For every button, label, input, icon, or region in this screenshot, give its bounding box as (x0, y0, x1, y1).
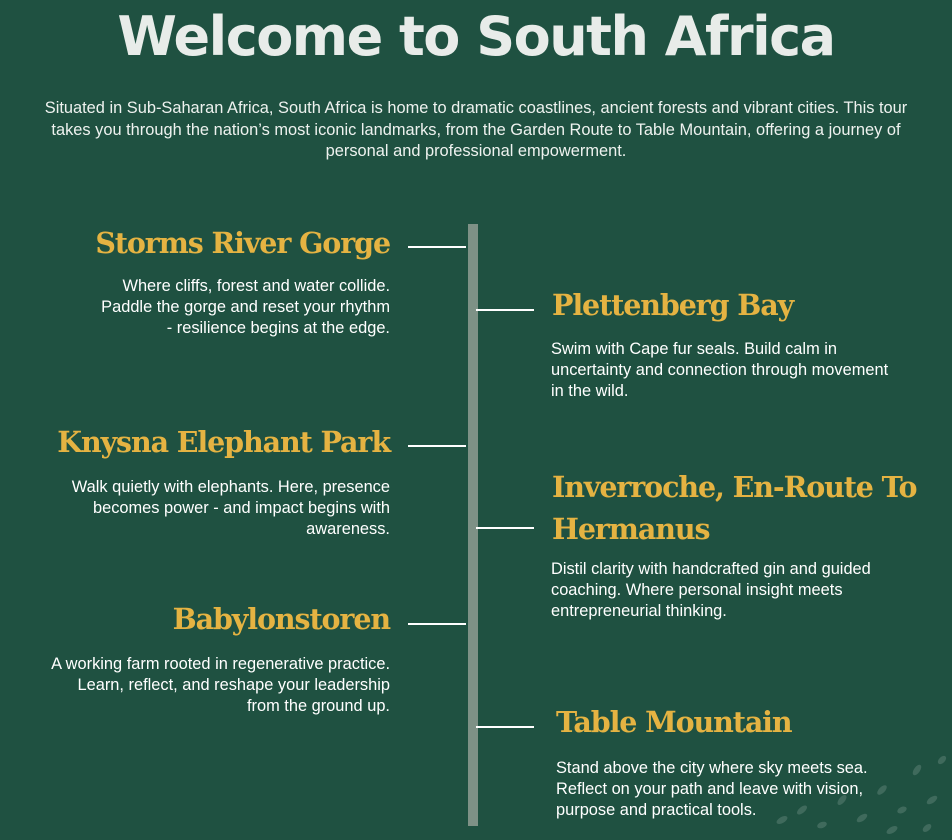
stop-description: A working farm rooted in regenerative practice. Learn, reflect, and reshape your leadership from the ground up. (51, 655, 390, 715)
stop-description: Stand above the city where sky meets sea. Reflect on your path and leave with vision, purpose and practical tools. (556, 759, 868, 819)
stop-description: Swim with Cape fur seals. Build calm in uncertainty and connection through movement in the wild. (551, 340, 889, 400)
stop-description: Where cliffs, forest and water collide. Paddle the gorge and reset your rhythm - resilience begins at the edge. (101, 277, 390, 337)
timeline-connector (408, 246, 466, 248)
stop-title: Storms River Gorge (95, 226, 390, 260)
timeline-connector (408, 623, 466, 625)
timeline-connector (476, 309, 534, 311)
timeline-connector (476, 527, 534, 529)
stop-description: Walk quietly with elephants. Here, presence becomes power - and impact begins with awareness. (71, 478, 390, 538)
timeline-spine (468, 224, 478, 826)
stop-title: Knysna Elephant Park (57, 425, 390, 459)
stop-title: Inverroche, En-Route To Hermanus (552, 470, 917, 546)
stop-title: Table Mountain (556, 705, 792, 739)
page-title: Welcome to South Africa (117, 5, 835, 68)
leaf-pattern-icon (742, 730, 952, 840)
intro-paragraph: Situated in Sub-Saharan Africa, South Africa is home to dramatic coastlines, ancient forests and vibrant cities. This tour takes you through the nation’s most iconic landmarks, from the Garden Route to Table Mountain, offering a journey of personal and professional empowerment. (44, 99, 908, 160)
stop-title: Babylonstoren (172, 602, 390, 636)
stop-description: Distil clarity with handcrafted gin and guided coaching. Where personal insight meets entrepreneurial thinking. (551, 560, 871, 620)
timeline-connector (408, 445, 466, 447)
timeline-connector (476, 726, 534, 728)
stop-title: Plettenberg Bay (552, 288, 794, 322)
